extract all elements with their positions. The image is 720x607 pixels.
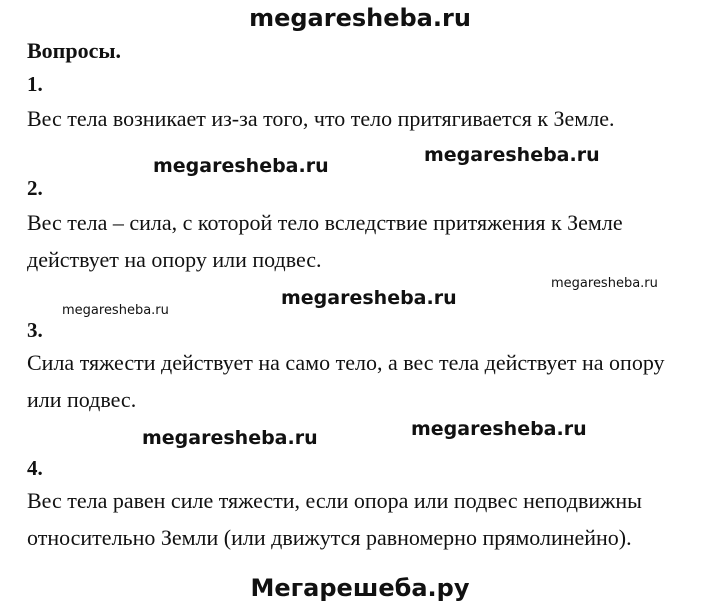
watermark-bottom: Мегарешеба.ру [250, 574, 470, 602]
question-3-line-1: Сила тяжести действует на само тело, а вес тела действует на опору [27, 350, 665, 375]
section-heading: Вопросы. [27, 38, 122, 63]
watermark-5: megaresheba.ru [62, 303, 169, 318]
watermark-4: megaresheba.ru [281, 287, 457, 309]
question-4-line-1: Вес тела равен силе тяжести, если опора или подвес неподвижны [27, 488, 642, 513]
question-3-number: 3. [27, 318, 43, 342]
question-4-line-2: относительно Земли (или движутся равномерно прямолинейно). [27, 525, 632, 550]
question-2-number: 2. [27, 176, 43, 200]
watermark-3: megaresheba.ru [551, 276, 658, 291]
question-2-line-1: Вес тела – сила, с которой тело вследствие притяжения к Земле [27, 210, 623, 235]
watermark-2: megaresheba.ru [424, 144, 600, 166]
question-2-line-2: действует на опору или подвес. [27, 247, 322, 272]
question-1-number: 1. [27, 72, 43, 96]
watermark-1: megaresheba.ru [153, 155, 329, 177]
watermark-7: megaresheba.ru [411, 418, 587, 440]
question-3-line-2: или подвес. [27, 387, 137, 412]
watermark-top: megaresheba.ru [249, 4, 471, 32]
question-1-line-1: Вес тела возникает из-за того, что тело притягивается к Земле. [27, 106, 615, 131]
watermark-6: megaresheba.ru [142, 427, 318, 449]
question-4-number: 4. [27, 456, 43, 480]
